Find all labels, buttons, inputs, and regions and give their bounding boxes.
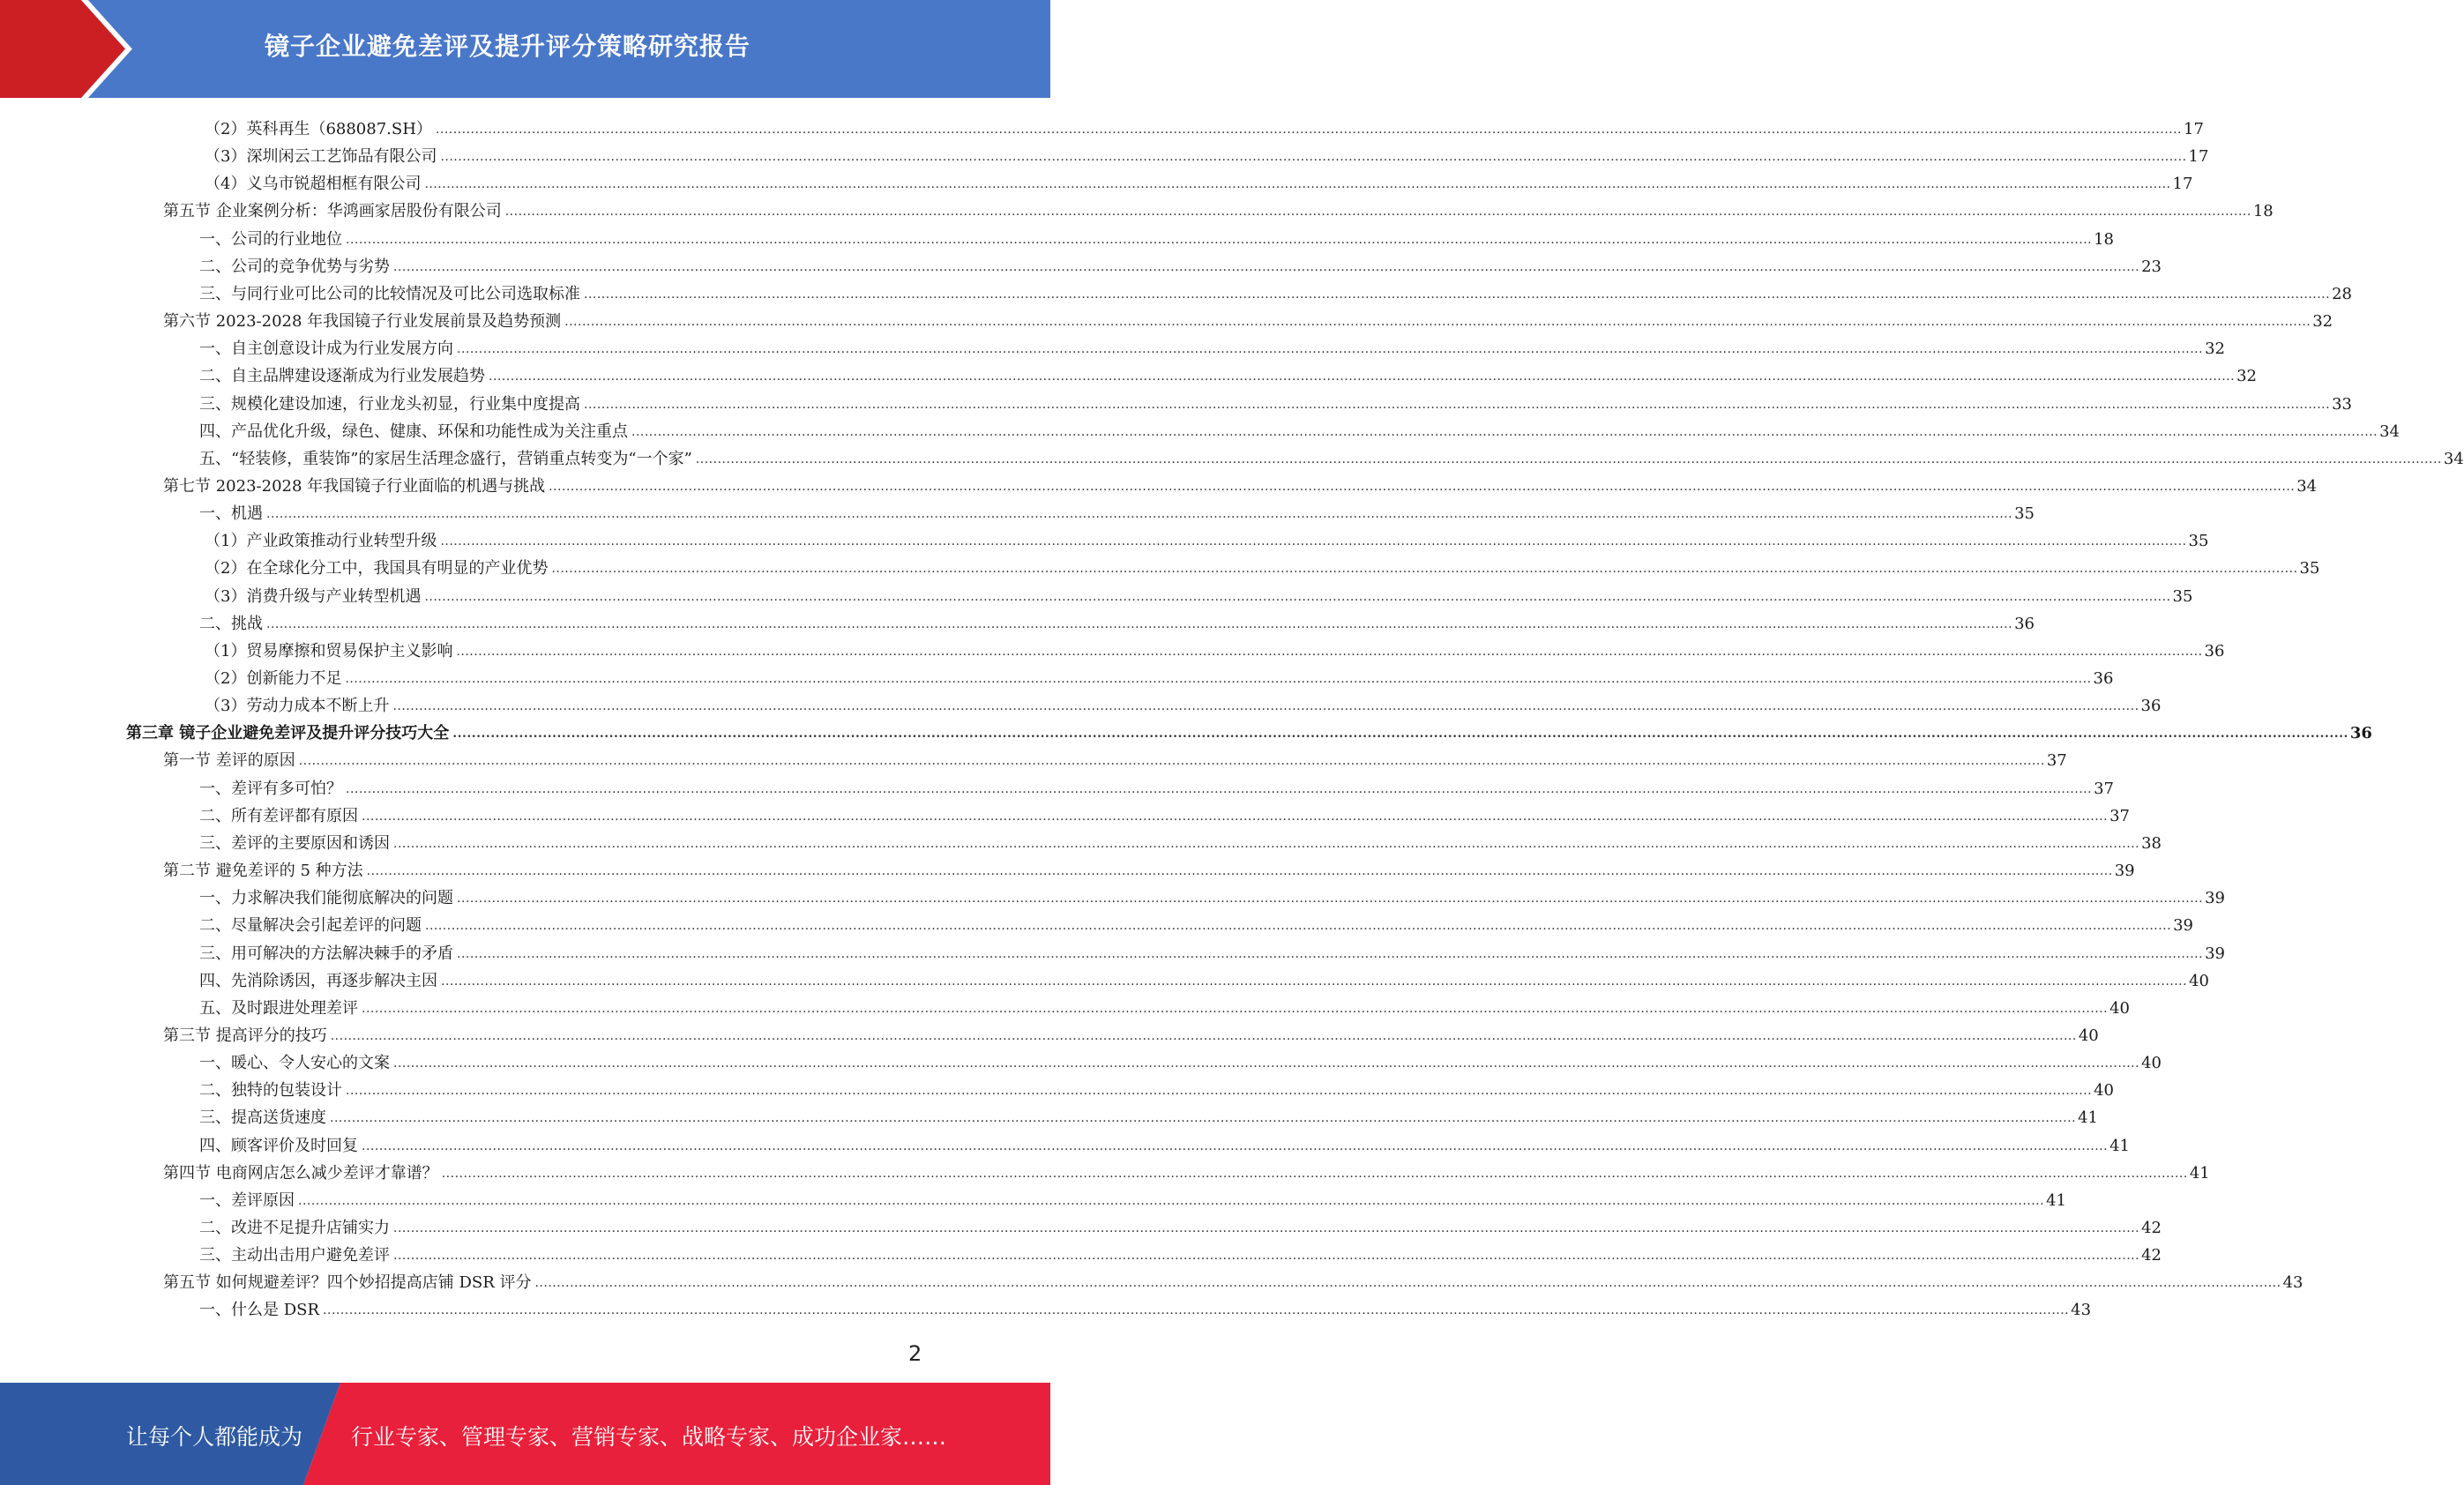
toc-entry-page: 37 [2046,751,2067,771]
toc-entry-title: 一、差评原因 [199,1190,295,1210]
toc-leader-dots: ................................................................................................................................................................................................................................................................................................................................................................................................................ [362,1138,2109,1153]
toc-entry-title: 第四节 电商网店怎么减少差评才靠谱？ [163,1163,438,1183]
toc-leader-dots: ................................................................................................................................................................................................................................................................................................................................................................................................................ [435,123,2182,137]
toc-leader-dots: ................................................................................................................................................................................................................................................................................................................................................................................................................ [457,946,2204,961]
toc-entry[interactable] [199,414,2400,442]
toc-leader-dots: ................................................................................................................................................................................................................................................................................................................................................................................................................ [346,1084,2093,1099]
toc-entry[interactable] [205,551,2320,578]
toc-entry[interactable] [199,1211,2162,1238]
footer-slogan-left: 让每个人都能成为 [126,1424,303,1450]
toc-entry-title: （3）深圳闲云工艺饰品有限公司 [205,147,437,167]
toc-entry-title: 一、暖心、令人安心的文案 [199,1054,390,1073]
toc-entry-page: 40 [2109,998,2130,1018]
toc-entry[interactable] [199,1183,2066,1211]
toc-entry-title: 一、自主创意设计成为行业发展方向 [199,340,453,359]
toc-entry[interactable] [199,908,2193,936]
toc-entry[interactable] [199,1046,2162,1073]
toc-entry-page: 41 [2046,1190,2066,1210]
toc-entry-page: 39 [2114,862,2135,881]
toc-leader-dots: ................................................................................................................................................................................................................................................................................................................................................................................................................ [298,754,2045,769]
toc-entry-title: 三、差评的主要原因和诱因 [199,833,390,853]
toc-leader-dots: ................................................................................................................................................................................................................................................................................................................................................................................................................ [392,699,2139,714]
toc-entry[interactable] [199,799,2130,826]
toc-entry-page: 36 [2204,641,2225,660]
toc-entry-title: 二、改进不足提升店铺实力 [199,1219,390,1237]
toc-entry-title: 第五节 如何规避差评？四个妙招提高店铺 DSR 评分 [163,1273,532,1293]
toc-entry-page: 42 [2141,1246,2162,1265]
toc-entry-title: 一、机遇 [199,504,263,524]
toc-leader-dots: ................................................................................................................................................................................................................................................................................................................................................................................................................ [393,1249,2140,1264]
toc-leader-dots: ................................................................................................................................................................................................................................................................................................................................................................................................................ [266,507,2013,522]
toc-entry[interactable] [205,661,2114,689]
toc-entry[interactable] [163,469,2318,496]
toc-entry-page: 41 [2189,1163,2210,1183]
toc-entry-title: 第七节 2023-2028 年我国镜子行业面临的机遇与挑战 [163,476,546,496]
toc-entry[interactable] [205,139,2209,167]
toc-entry-title: 三、提高送货速度 [199,1108,326,1128]
toc-entry[interactable] [163,743,2067,771]
toc-entry-page: 32 [2236,367,2257,386]
toc-leader-dots: ................................................................................................................................................................................................................................................................................................................................................................................................................ [564,315,2311,330]
toc-leader-dots: ................................................................................................................................................................................................................................................................................................................................................................................................................ [549,479,2296,494]
toc-entry-page: 36 [2140,697,2162,716]
toc-leader-dots: ................................................................................................................................................................................................................................................................................................................................................................................................................ [346,232,2093,247]
page-number: 2 [908,1341,922,1366]
footer-slogan-right: 行业专家、管理专家、营销专家、战略专家、成功企业家…… [351,1424,947,1450]
toc-leader-dots: ................................................................................................................................................................................................................................................................................................................................................................................................................ [362,1001,2109,1016]
toc-entry[interactable] [199,937,2225,964]
toc-leader-dots: ................................................................................................................................................................................................................................................................................................................................................................................................................ [298,1193,2045,1208]
toc-leader-dots: ................................................................................................................................................................................................................................................................................................................................................................................................................ [346,781,2093,796]
toc-leader-dots: ................................................................................................................................................................................................................................................................................................................................................................................................................ [330,1028,2077,1043]
toc-entry-page: 34 [2379,422,2400,441]
toc-entry[interactable] [205,167,2193,194]
toc-entry-page: 40 [2078,1026,2099,1045]
toc-entry-page: 32 [2205,340,2225,359]
toc-entry-page: 37 [2109,806,2130,825]
toc-entry-page: 39 [2205,889,2225,908]
toc-entry-page: 18 [2252,202,2274,221]
toc-entry-page: 37 [2094,779,2114,798]
toc-entry-page: 41 [2078,1108,2098,1128]
toc-leader-dots: ................................................................................................................................................................................................................................................................................................................................................................................................................ [393,259,2140,274]
toc-entry-title: 一、什么是 DSR [199,1301,320,1320]
toc-entry-title: 三、与同行业可比公司的比较情况及可比公司选取标准 [199,284,580,303]
toc-entry-title: 五、及时跟进处理差评 [199,998,358,1018]
toc-entry-page: 41 [2109,1136,2130,1155]
toc-entry-title: 二、独特的包装设计 [199,1081,342,1101]
toc-entry-title: 一、力求解决我们能彻底解决的问题 [199,889,453,908]
toc-entry-page: 17 [2172,175,2193,194]
toc-entry[interactable] [199,496,2035,524]
toc-entry-title: （1）贸易摩擦和贸易保护主义影响 [205,641,453,660]
toc-leader-dots: ................................................................................................................................................................................................................................................................................................................................................................................................................ [362,809,2109,824]
toc-entry[interactable] [199,222,2114,250]
toc-entry-title: 五、“轻装修，重装饰”的家居生活理念盛行，营销重点转变为“一个家” [199,449,692,468]
toc-entry[interactable] [199,1293,2092,1320]
toc-entry-page: 36 [2014,614,2035,633]
toc-leader-dots: ................................................................................................................................................................................................................................................................................................................................................................................................................ [393,836,2140,851]
toc-entry-page: 40 [2094,1081,2114,1101]
toc-entry-title: 第三节 提高评分的技巧 [163,1026,327,1045]
toc-entry[interactable] [199,881,2225,908]
toc-entry-page: 43 [2071,1301,2092,1320]
toc-entry-title: 三、规模化建设加速，行业龙头初显，行业集中度提高 [199,394,580,414]
toc-entry-title: 第五节 企业案例分析：华鸿画家居股份有限公司 [163,202,502,221]
toc-leader-dots: ................................................................................................................................................................................................................................................................................................................................................................................................................ [584,397,2331,412]
toc-leader-dots: ................................................................................................................................................................................................................................................................................................................................................................................................................ [584,287,2331,302]
toc-leader-dots: ................................................................................................................................................................................................................................................................................................................................................................................................................ [441,974,2188,989]
toc-leader-dots: ................................................................................................................................................................................................................................................................................................................................................................................................................ [330,1111,2077,1126]
toc-entry[interactable] [205,524,2209,551]
toc-entry[interactable] [163,1265,2303,1293]
toc-entry-title: （3）消费升级与产业转型机遇 [205,586,422,606]
toc-leader-dots: ................................................................................................................................................................................................................................................................................................................................................................................................................ [489,369,2236,384]
page-header [0,0,1050,98]
toc-leader-dots: ................................................................................................................................................................................................................................................................................................................................................................................................................ [366,864,2113,879]
toc-leader-dots: ................................................................................................................................................................................................................................................................................................................................................................................................................ [457,342,2204,357]
toc-entry-title: 二、挑战 [199,614,263,633]
toc-leader-dots: ................................................................................................................................................................................................................................................................................................................................................................................................................ [266,616,2013,631]
toc-entry-page: 18 [2094,229,2114,249]
toc-entry-title: 第三章 镜子企业避免差评及提升评分技巧大全 [126,724,450,743]
page-footer [0,1383,1050,1485]
toc-leader-dots: ................................................................................................................................................................................................................................................................................................................................................................................................................ [631,424,2378,439]
toc-entry[interactable] [199,332,2225,359]
toc-entry-page: 36 [2349,724,2372,743]
toc-entry[interactable] [126,716,2372,743]
toc-entry-page: 32 [2312,312,2333,332]
toc-entry-title: 三、主动出击用户避免差评 [199,1246,390,1265]
toc-entry-page: 36 [2093,669,2114,688]
toc-entry-page: 39 [2173,916,2193,936]
toc-entry[interactable] [163,194,2274,221]
toc-entry[interactable] [199,1238,2162,1265]
toc-entry[interactable] [199,964,2209,991]
toc-entry-page: 42 [2141,1219,2162,1237]
toc-entry-page: 39 [2205,944,2225,963]
toc-entry-page: 40 [2141,1054,2162,1073]
toc-entry-title: （2）在全球化分工中，我国具有明显的产业优势 [205,559,549,578]
toc-leader-dots: ................................................................................................................................................................................................................................................................................................................................................................................................................ [457,892,2204,907]
toc-entry[interactable] [199,387,2352,414]
toc-entry-page: 34 [2443,449,2464,468]
toc-entry[interactable] [199,277,2352,304]
toc-entry-title: （3）劳动力成本不断上升 [205,697,390,716]
toc-entry-title: 一、公司的行业地位 [199,229,342,249]
toc-entry-title: 二、尽量解决会引起差评的问题 [199,916,422,936]
toc-entry-page: 38 [2141,833,2162,853]
toc-entry-title: 四、先消除诱因，再逐步解决主因 [199,971,437,990]
toc-entry[interactable] [205,112,2204,139]
toc-leader-dots: ................................................................................................................................................................................................................................................................................................................................................................................................................ [456,644,2203,659]
toc-entry-title: 四、顾客评价及时回复 [199,1136,358,1155]
toc-leader-dots: ................................................................................................................................................................................................................................................................................................................................................................................................................ [440,534,2187,549]
toc-entry[interactable] [199,359,2257,386]
toc-entry[interactable] [199,772,2114,799]
toc-entry[interactable] [163,854,2135,881]
toc-entry-title: （1）产业政策推动行业转型升级 [205,532,437,551]
toc-entry-title: 第一节 差评的原因 [163,751,295,771]
toc-entry-title: 二、自主品牌建设逐渐成为行业发展趋势 [199,367,485,386]
toc-entry[interactable] [163,1019,2099,1046]
toc-entry-page: 34 [2296,476,2318,496]
toc-entry-page: 35 [2299,559,2320,578]
toc-entry-title: 四、产品优化升级，绿色、健康、环保和功能性成为关注重点 [199,422,628,441]
document-title: 镜子企业避免差评及提升评分策略研究报告 [265,32,751,61]
toc-entry[interactable] [199,250,2162,277]
toc-entry-title: （2）英科再生（688087.SH） [205,120,432,138]
toc-entry-page: 33 [2332,394,2352,414]
toc-entry-title: 一、差评有多可怕？ [199,779,342,798]
toc-leader-dots: ................................................................................................................................................................................................................................................................................................................................................................................................................ [345,672,2092,686]
toc-leader-dots: ................................................................................................................................................................................................................................................................................................................................................................................................................ [534,1276,2281,1291]
toc-leader-dots: ................................................................................................................................................................................................................................................................................................................................................................................................................ [424,589,2171,604]
toc-leader-dots: ................................................................................................................................................................................................................................................................................................................................................................................................................ [393,1056,2140,1071]
toc-entry-title: 三、用可解决的方法解决棘手的矛盾 [199,944,453,963]
toc-entry-title: 二、所有差评都有原因 [199,806,358,825]
toc-entry-page: 17 [2184,120,2204,138]
toc-entry-page: 40 [2189,971,2209,990]
toc-entry-page: 35 [2172,586,2193,606]
toc-entry-title: 第六节 2023-2028 年我国镜子行业发展前景及趋势预测 [163,312,562,332]
toc-entry[interactable] [199,991,2130,1019]
toc-entry[interactable] [205,634,2225,661]
toc-leader-dots: ................................................................................................................................................................................................................................................................................................................................................................................................................ [441,1166,2188,1181]
toc-leader-dots: ................................................................................................................................................................................................................................................................................................................................................................................................................ [440,150,2187,165]
toc-entry[interactable] [163,304,2333,332]
toc-entry[interactable] [199,826,2162,854]
toc-entry-page: 23 [2141,257,2162,276]
toc-entry[interactable] [199,442,2464,469]
toc-entry[interactable] [163,1156,2210,1183]
toc-entry-title: （2）创新能力不足 [205,669,342,688]
toc-entry-title: 二、公司的竞争优势与劣势 [199,257,390,276]
toc-entry[interactable] [199,1073,2114,1101]
toc-leader-dots: ................................................................................................................................................................................................................................................................................................................................................................................................................ [323,1303,2070,1318]
toc-entry[interactable] [205,689,2162,716]
toc-leader-dots: ................................................................................................................................................................................................................................................................................................................................................................................................................ [393,1221,2140,1235]
toc-leader-dots: ................................................................................................................................................................................................................................................................................................................................................................................................................ [695,451,2442,466]
toc-entry-title: 第二节 避免差评的 5 种方法 [163,862,363,881]
toc-entry-page: 43 [2282,1273,2303,1293]
toc-entry[interactable] [199,1101,2098,1128]
toc-entry-page: 17 [2188,147,2209,167]
toc-leader-dots: ................................................................................................................................................................................................................................................................................................................................................................................................................ [452,727,2348,742]
toc-leader-dots: ................................................................................................................................................................................................................................................................................................................................................................................................................ [551,562,2298,577]
toc-entry-page: 35 [2014,504,2035,524]
toc-entry-page: 35 [2188,532,2209,551]
toc-entry-title: （4）义乌市锐超相框有限公司 [205,175,422,194]
toc-entry[interactable] [199,1129,2130,1156]
toc-entry[interactable] [205,579,2193,607]
toc-entry-page: 28 [2332,284,2352,303]
toc-leader-dots: ................................................................................................................................................................................................................................................................................................................................................................................................................ [504,205,2251,220]
toc-leader-dots: ................................................................................................................................................................................................................................................................................................................................................................................................................ [425,919,2172,934]
toc-leader-dots: ................................................................................................................................................................................................................................................................................................................................................................................................................ [424,177,2171,192]
toc-entry[interactable] [199,607,2035,634]
